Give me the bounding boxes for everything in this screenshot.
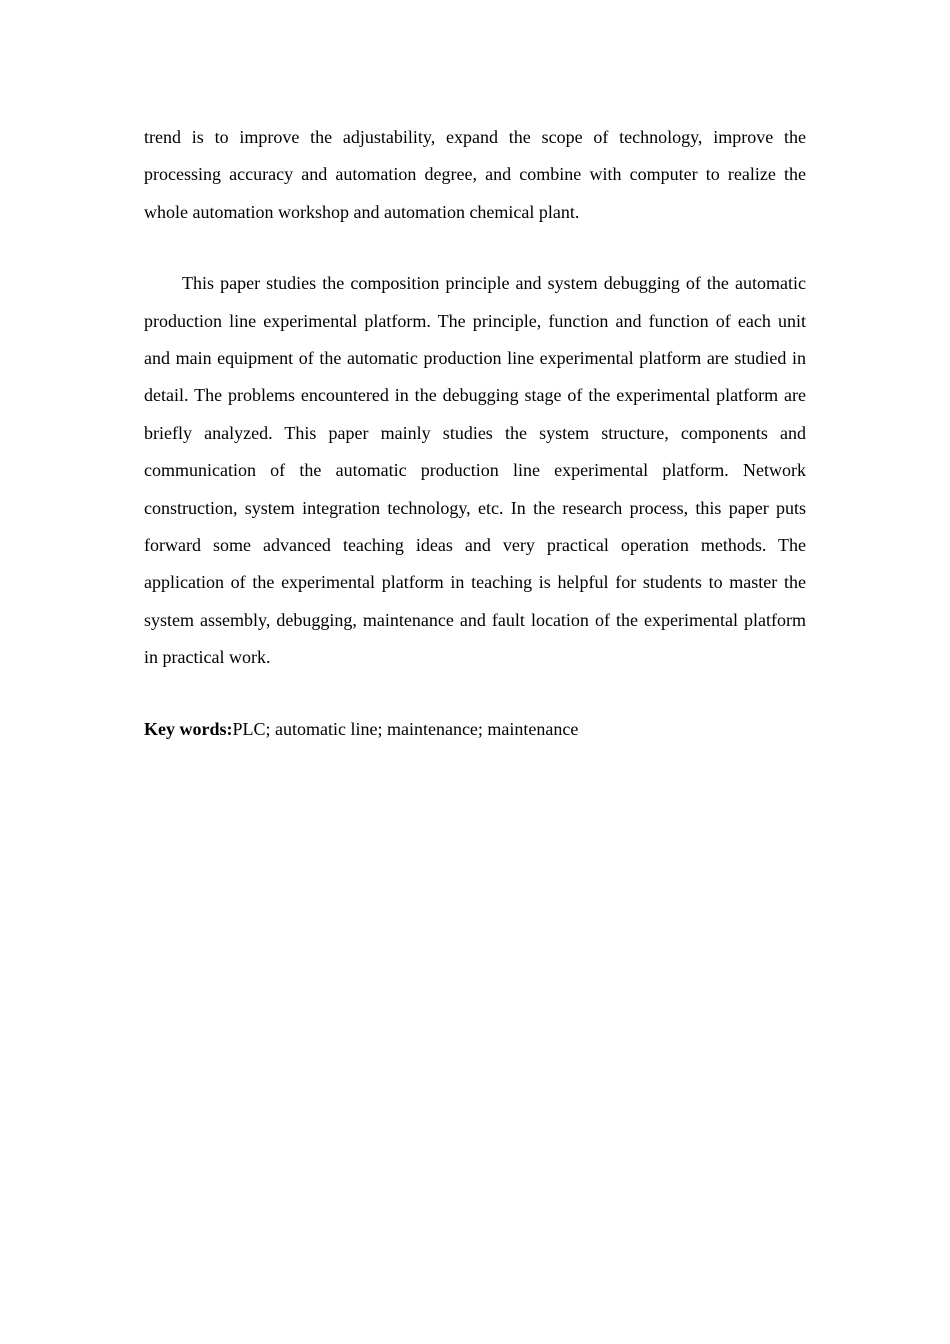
abstract-paragraph-continuation: trend is to improve the adjustability, expand the scope of technology, improve the processing accuracy and automation degree, and combine with computer to realize the whole automation workshop and automation chemical plant. (144, 127, 806, 222)
abstract-paragraph-main: This paper studies the composition principle and system debugging of the automatic production line experimental platform. The principle, function and function of each unit and main equipment of the automatic production line experimental platform are studied in detail. The problems encountered in the debugging stage of the experimental platform are briefly analyzed. This paper mainly studies the system structure, components and communication of the automatic production line experimental platform. Network construction, system integration technology, etc. In the research process, this paper puts forward some advanced teaching ideas and very practical operation methods. The application of the experimental platform in teaching is helpful for students to master the system assembly, debugging, maintenance and fault location of the experimental platform in practical work. (144, 273, 806, 668)
paragraph-spacer (144, 677, 806, 711)
keywords-value: PLC; automatic line; maintenance; maintenance (232, 718, 579, 739)
paragraph-spacer (144, 231, 806, 265)
keywords-label: Key words: (144, 718, 233, 739)
document-page (144, 119, 806, 748)
keywords-line (144, 711, 806, 748)
